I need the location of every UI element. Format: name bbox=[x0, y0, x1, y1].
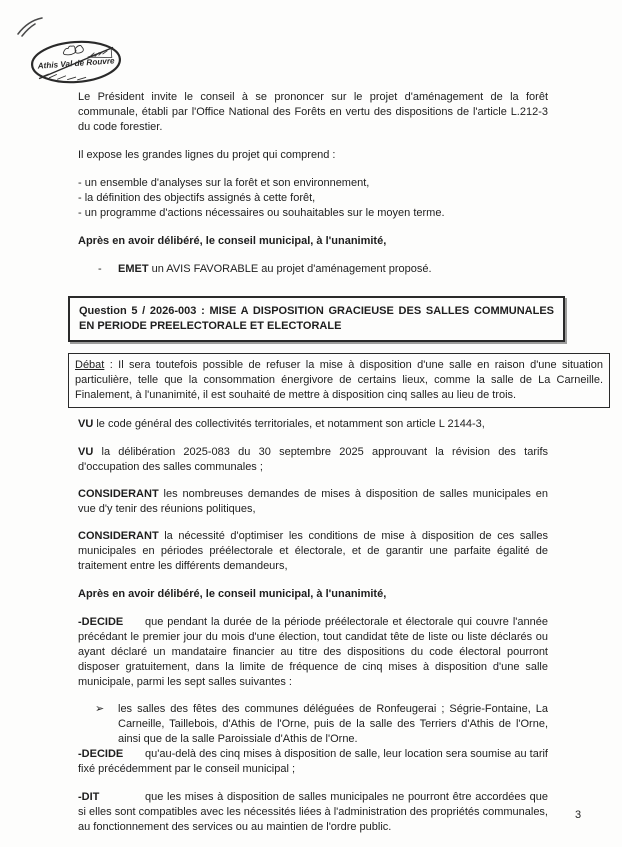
logo-text: Athis Val de Rouvre bbox=[37, 56, 115, 71]
document-body bbox=[75, 90, 603, 835]
list-item: - un ensemble d'analyses sur la forêt et son environnement, bbox=[78, 177, 370, 189]
deliberation-statement: Après en avoir délibéré, le conseil municipal, à l'unanimité, bbox=[78, 235, 387, 247]
vu-keyword: VU bbox=[78, 446, 94, 458]
commune-logo bbox=[26, 33, 125, 92]
debat-box bbox=[68, 353, 610, 408]
emet-keyword: EMET bbox=[118, 263, 149, 275]
decide-keyword: -DECIDE bbox=[78, 616, 124, 628]
vu-text: le code général des collectivités territoriales, et notamment son article L 2144-3, bbox=[93, 418, 485, 430]
page-number: 3 bbox=[575, 809, 582, 821]
considerant-clause bbox=[78, 529, 548, 574]
decide-text: que pendant la durée de la période préélectorale et électorale qui couvre l'année précédant le premier jour du mois d'une élection, tout candidat tête de liste ou liste déclarés ou ayant déclaré un mandataire financier au titre des dispositions du code électoral pourront disposer gratuitement, dans la limite de fréquence de cinq mises à disposition d'une salle municipale, parmi les sept salles suivantes : bbox=[78, 616, 548, 688]
considerant-text: la nécessité d'optimiser les conditions de mise à disposition de ces salles municipales en périodes préélectorale et électorale, et de garantir une parfaite égalité de traitement entre les différents demandeurs, bbox=[78, 530, 548, 572]
dit-clause bbox=[78, 790, 548, 835]
decide-clause bbox=[78, 747, 548, 777]
vu-clause bbox=[78, 417, 548, 432]
debat-text: : Il sera toutefois possible de refuser la mise à disposition d'une salle en raison d'une situation particulière, telle que la consommation énergivore de certains lieux, comme la salle de La Carneille. Finalement, à l'unanimité, il est souhaité de mettre à disposition cinq salles au lieu de trois. bbox=[75, 359, 603, 401]
decide-keyword: -DECIDE bbox=[78, 748, 124, 760]
project-items-list bbox=[78, 176, 548, 221]
dit-text: que les mises à disposition de salles municipales ne pourront être accordées que si elles sont compatibles avec les nécessités liées à l'administration des propriétés communales, au fonctionnement des services ou au maintien de l'ordre public. bbox=[78, 791, 548, 833]
deliberation-statement: Après en avoir délibéré, le conseil municipal, à l'unanimité, bbox=[78, 588, 387, 600]
emet-text: un AVIS FAVORABLE au projet d'aménagement proposé. bbox=[148, 263, 432, 275]
dit-keyword: -DIT bbox=[78, 791, 100, 803]
emet-decision-line bbox=[78, 262, 548, 277]
considerant-clause bbox=[78, 487, 548, 517]
list-item: - la définition des objectifs assignés à cette forêt, bbox=[78, 192, 316, 204]
considerant-keyword: CONSIDERANT bbox=[78, 530, 159, 542]
debat-label: Débat bbox=[75, 359, 105, 371]
considerant-text: les nombreuses demandes de mises à disposition de salles municipales en vue d'y tenir des réunions politiques, bbox=[78, 488, 548, 515]
paragraph-expose: Il expose les grandes lignes du projet qui comprend : bbox=[78, 149, 336, 161]
vu-clause bbox=[78, 445, 548, 475]
dash-bullet: - bbox=[98, 263, 102, 275]
paragraph-president-invite: Le Président invite le conseil à se prononcer sur le projet d'aménagement de la forêt communale, établi par l'Office National des Forêts en vertu des dispositions de l'article L.212-3 du code forestier. bbox=[78, 91, 548, 133]
vu-text: la délibération 2025-083 du 30 septembre 2025 approuvant la révision des tarifs d'occupation des salles communales ; bbox=[78, 446, 548, 473]
list-item: - un programme d'actions nécessaires ou souhaitables sur le moyen terme. bbox=[78, 207, 445, 219]
question-heading-box: Question 5 / 2026-003 : MISE A DISPOSITION GRACIEUSE DES SALLES COMMUNALES EN PERIODE PREELECTORALE ET ELECTORALE bbox=[68, 296, 565, 342]
arrow-bullet-icon: ➢ bbox=[95, 703, 105, 715]
salles-bullet-text: les salles des fêtes des communes déléguées de Ronfeugerai ; Ségrie-Fontaine, La Carneille, Taillebois, d'Athis de l'Orne, puis de la salle des Terriers d'Athis de l'Orne, ainsi que de la salle Paroissiale d'Athis de l'Orne. bbox=[118, 703, 548, 745]
vu-keyword: VU bbox=[78, 418, 94, 430]
considerant-keyword: CONSIDERANT bbox=[78, 488, 159, 500]
decide-clause bbox=[78, 615, 548, 690]
salles-bullet-item bbox=[78, 702, 548, 747]
decide-text: qu'au-delà des cinq mises à disposition de salle, leur location sera soumise au tarif fixé précédemment par le conseil municipal ; bbox=[78, 748, 548, 775]
